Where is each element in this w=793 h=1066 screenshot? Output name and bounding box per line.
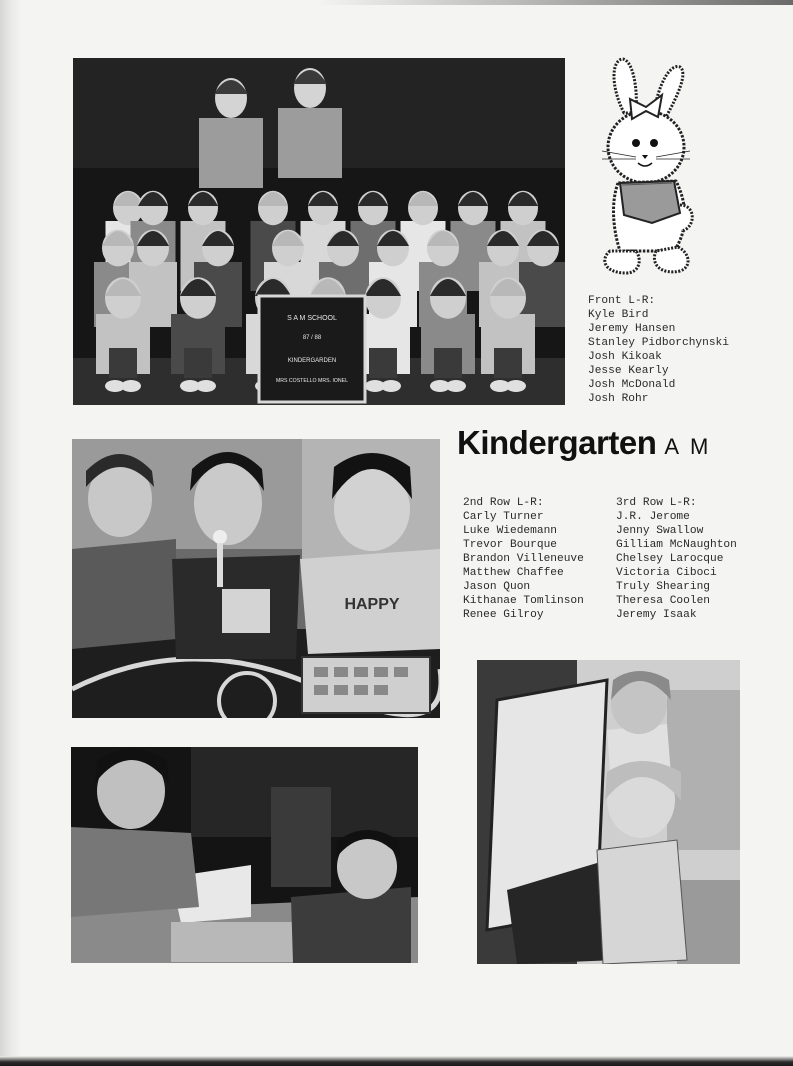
shirt-text: HAPPY (344, 596, 400, 613)
student-name: Carly Turner (463, 511, 544, 523)
student-name: Victoria Ciboci (616, 567, 717, 579)
front-row-list (588, 308, 729, 406)
student-name: J.R. Jerome (616, 511, 690, 523)
student-name: Theresa Coolen (616, 595, 710, 607)
student-name: Trevor Bourque (463, 539, 557, 551)
student-name: Josh McDonald (588, 379, 676, 391)
student-name: Josh Kikoak (588, 351, 662, 363)
student-name: Jason Quon (463, 581, 531, 593)
drawing-table-photo (71, 747, 418, 963)
student-name: Jeremy Hansen (588, 323, 676, 335)
sign-teachers: MRS COSTELLO MRS. IONEL (275, 378, 349, 384)
title-main: Kindergarten (457, 424, 657, 461)
student-name: Josh Rohr (588, 393, 649, 405)
student-name: Brandon Villeneuve (463, 553, 584, 565)
student-name: Matthew Chaffee (463, 567, 564, 579)
student-name: Gilliam McNaughton (616, 539, 737, 551)
second-row-list (463, 510, 584, 622)
student-name: Jenny Swallow (616, 525, 704, 537)
second-row-names (463, 496, 584, 622)
third-row-list (616, 510, 737, 622)
title-suffix: A M (664, 434, 712, 459)
page-edge-bottom (0, 1056, 793, 1066)
child-painting-front (597, 761, 687, 964)
bunny-clipart (596, 55, 700, 281)
sign-class: KINDERGARDEN (287, 358, 337, 364)
student-name: Kyle Bird (588, 309, 649, 321)
student-name: Luke Wiedemann (463, 525, 557, 537)
front-row-names (588, 294, 729, 406)
easel-painting-photo (477, 660, 740, 964)
third-row-names (616, 496, 737, 622)
class-sign (259, 296, 365, 402)
student-name: Stanley Pidborchynski (588, 337, 729, 349)
student-name: Jesse Kearly (588, 365, 669, 377)
second-row-header: 2nd Row L-R: (463, 497, 544, 509)
page-edge-top (0, 0, 793, 5)
student-name: Truly Shearing (616, 581, 710, 593)
sign-year: 87 / 88 (302, 335, 322, 341)
class-group-photo (73, 58, 565, 405)
student-name: Chelsey Larocque (616, 553, 724, 565)
page-binding-shadow (0, 0, 22, 1066)
play-mat-photo (72, 439, 440, 718)
page-title (457, 424, 711, 462)
student-name: Kithanae Tomlinson (463, 595, 584, 607)
student-name: Jeremy Isaak (616, 609, 697, 621)
sign-school: S A M SCHOOL (287, 315, 337, 322)
front-row-header: Front L-R: (588, 295, 656, 307)
third-row-header: 3rd Row L-R: (616, 497, 697, 509)
student-name: Renee Gilroy (463, 609, 544, 621)
